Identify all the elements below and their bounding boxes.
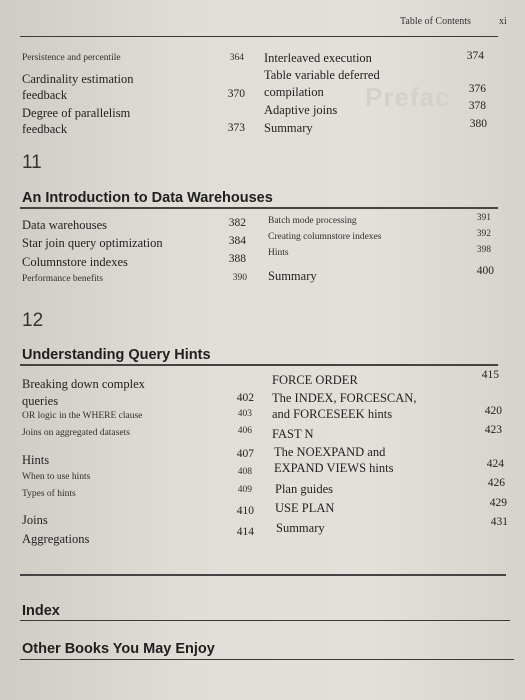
toc-entry-dop-line2[interactable]: feedback [22, 122, 68, 136]
toc-page-summary-prev: 380 [469, 118, 487, 130]
toc-entry-adaptive-joins[interactable]: Adaptive joins [264, 103, 338, 117]
toc-entry-interleaved[interactable]: Interleaved execution [264, 51, 372, 65]
toc-page-aggregations: 414 [236, 526, 254, 538]
toc-entry-hints[interactable]: Hints [22, 453, 50, 467]
index-title[interactable]: Index [22, 603, 60, 619]
toc-entry-batch-mode[interactable]: Batch mode processing [268, 216, 357, 226]
toc-entry-index-forcescan[interactable]: The INDEX, FORCESCAN, [272, 391, 417, 405]
toc-entry-columnstore[interactable]: Columnstore indexes [22, 255, 128, 269]
chapter-11-number: 11 [22, 152, 42, 173]
toc-entry-tvdc[interactable]: Table variable deferred [264, 68, 380, 82]
toc-page-use-plan: 429 [489, 497, 507, 509]
chapter-12-rule [20, 364, 498, 366]
toc-page-summary-ch12: 431 [490, 516, 508, 528]
toc-entry-aggregations[interactable]: Aggregations [22, 532, 90, 546]
toc-page-index-forcescan: 420 [484, 405, 502, 417]
toc-page-dop: 373 [227, 122, 245, 134]
toc-entry-types-of-hints[interactable]: Types of hints [22, 489, 76, 499]
toc-entry-perf-benefits[interactable]: Performance benefits [22, 274, 103, 284]
chapter-11-rule [20, 207, 498, 209]
toc-entry-breaking-down[interactable]: Breaking down complex [22, 377, 145, 391]
toc-page-hints-ch11: 398 [476, 245, 491, 255]
toc-entry-star-join[interactable]: Star join query optimization [22, 236, 163, 250]
toc-page-hints: 407 [236, 448, 254, 460]
toc-entry-joins-aggregated[interactable]: Joins on aggregated datasets [22, 428, 130, 438]
toc-page-breaking-down: 402 [236, 392, 254, 404]
toc-entry-cardinality[interactable]: Cardinality estimation [22, 72, 134, 86]
other-books-rule [20, 659, 514, 660]
toc-page-force-order: 415 [481, 369, 499, 381]
toc-entry-noexpand[interactable]: The NOEXPAND and [274, 445, 386, 459]
toc-page-plan-guides: 426 [487, 477, 505, 489]
header-rule [20, 36, 498, 37]
toc-page-noexpand: 424 [486, 458, 504, 470]
toc-entry-tvdc-line2[interactable]: compilation [264, 85, 324, 99]
chapter-11-title[interactable]: An Introduction to Data Warehouses [22, 190, 273, 206]
watermark-text: Prefac [365, 82, 451, 112]
toc-entry-or-logic[interactable]: OR logic in the WHERE clause [22, 411, 143, 421]
toc-page-fast-n: 423 [484, 424, 502, 436]
toc-entry-plan-guides[interactable]: Plan guides [275, 482, 333, 496]
toc-page-types-of-hints: 409 [237, 485, 252, 495]
toc-page-or-logic: 403 [237, 409, 252, 419]
toc-page-joins-aggregated: 406 [237, 426, 252, 436]
chapter-12-title[interactable]: Understanding Query Hints [22, 347, 211, 363]
toc-entry-use-plan[interactable]: USE PLAN [275, 501, 335, 515]
running-header-page: xi [499, 16, 507, 27]
index-rule [20, 620, 510, 621]
toc-entry-dop[interactable]: Degree of parallelism [22, 106, 131, 120]
toc-page-cardinality: 370 [227, 88, 245, 100]
toc-entry-force-order[interactable]: FORCE ORDER [272, 373, 358, 387]
toc-entry-cardinality-line2[interactable]: feedback [22, 88, 68, 102]
toc-entry-index-forcescan-line2[interactable]: and FORCESEEK hints [272, 407, 393, 421]
toc-page-when-to-use: 408 [237, 467, 252, 477]
toc-page-adaptive-joins: 378 [468, 100, 486, 112]
toc-entry-summary-ch11[interactable]: Summary [268, 269, 317, 283]
toc-page-joins: 410 [236, 505, 254, 517]
toc-entry-summary-ch12[interactable]: Summary [276, 521, 325, 535]
toc-page-batch-mode: 391 [476, 213, 491, 223]
toc-entry-data-warehouses[interactable]: Data warehouses [22, 218, 108, 232]
toc-page-summary-ch11: 400 [476, 265, 494, 277]
other-books-title[interactable]: Other Books You May Enjoy [22, 641, 215, 657]
toc-page-creating-columnstore: 392 [476, 229, 491, 239]
toc-page-data-warehouses: 382 [228, 217, 246, 229]
toc-entry-when-to-use[interactable]: When to use hints [22, 472, 91, 482]
index-top-rule [20, 574, 506, 576]
toc-entry-persistence[interactable]: Persistence and percentile [22, 53, 121, 63]
toc-entry-hints-ch11[interactable]: Hints [268, 248, 289, 258]
toc-page-star-join: 384 [228, 235, 246, 247]
toc-page-tvdc: 376 [468, 83, 486, 95]
toc-entry-creating-columnstore[interactable]: Creating columnstore indexes [268, 232, 382, 242]
toc-page-columnstore: 388 [228, 253, 246, 265]
toc-entry-summary-prev[interactable]: Summary [264, 121, 313, 135]
toc-page-persistence: 364 [229, 53, 244, 63]
chapter-12-number: 12 [22, 310, 44, 331]
toc-entry-joins[interactable]: Joins [22, 513, 48, 527]
toc-entry-fast-n[interactable]: FAST N [272, 427, 314, 441]
toc-entry-breaking-down-line2[interactable]: queries [22, 394, 59, 408]
toc-entry-noexpand-line2[interactable]: EXPAND VIEWS hints [274, 461, 394, 475]
toc-page-perf-benefits: 390 [232, 273, 247, 283]
toc-page-interleaved: 374 [466, 50, 484, 62]
running-header-title: Table of Contents [400, 16, 471, 27]
